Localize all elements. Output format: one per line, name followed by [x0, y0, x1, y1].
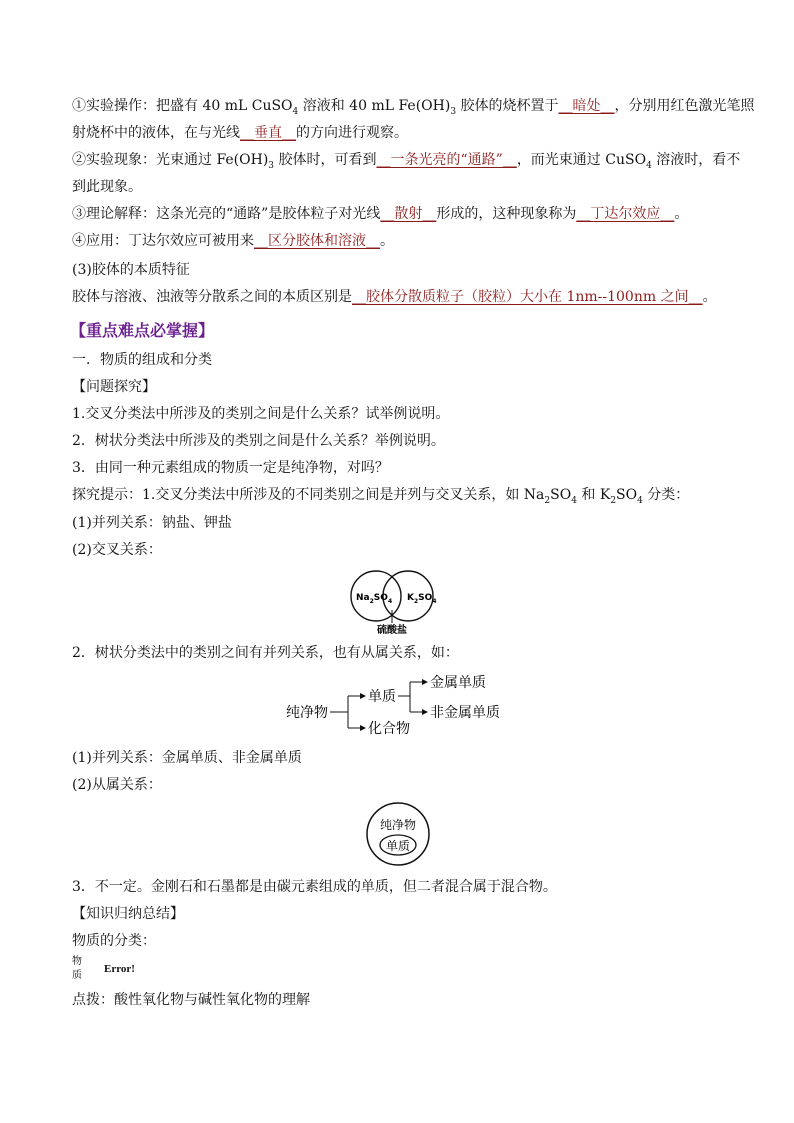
tree-leaf-nonmetal: 非金属单质 — [430, 705, 500, 721]
venn-diagram — [345, 568, 445, 636]
error-block — [72, 956, 152, 986]
step-2-line-2: 到此现象。 — [72, 179, 142, 195]
cross-relation-label: (2)交叉关系： — [72, 542, 162, 558]
subheading-colloid-feature: (3)胶体的本质特征 — [72, 262, 190, 278]
step-2-line-1: ②实验现象：光束通过 $Fe(OH)_3$ 胶体时，可看到__一条光亮的“通路”__，而光束通过 CuSO$_4$ 溶液时，看不 — [72, 152, 741, 171]
tree-diagram — [286, 670, 516, 740]
inner-label: 单质 — [385, 839, 411, 853]
answer-blank: __丁达尔效应__ — [576, 206, 675, 222]
question-explore-label: 【问题探究】 — [72, 379, 156, 395]
tree-branch-compound: 化合物 — [368, 721, 410, 737]
question-1: 1.交叉分类法中所涉及的类别之间是什么关系？试举例说明。 — [72, 406, 450, 422]
hint-1: 探究提示：1.交叉分类法中所涉及的不同类别之间是并列与交叉关系，如 $Na_2SO_4$ 和 $K_2SO_4$ 分类： — [72, 487, 690, 506]
answer-blank: __一条光亮的“通路”__ — [376, 152, 517, 168]
question-3: 3．由同一种元素组成的物质一定是纯净物，对吗？ — [72, 460, 389, 476]
outer-label: 纯净物 — [379, 818, 417, 832]
classification-label: 物质的分类： — [72, 933, 156, 949]
subordinate-relation-label: (2)从属关系： — [72, 777, 162, 793]
answer-blank: __胶体分散质粒子（胶粒）大小在 1nm--100nm 之间__ — [352, 289, 703, 305]
step-1-line-1: ①实验操作：把盛有 40 mL CuSO$_4$ 溶液和 40 mL $Fe(OH)_3$ 胶体的烧杯置于__暗处__，分别用红色激光笔照 — [72, 98, 755, 117]
tip-line: 点拨：酸性氧化物与碱性氧化物的理解 — [72, 992, 310, 1008]
svg-text:K2SO4: $K_2SO_4$ — [407, 593, 437, 605]
answer-3: 3．不一定。金刚石和石墨都是由碳元素组成的单质，但二者混合属于混合物。 — [72, 879, 557, 895]
topic-title: 一．物质的组成和分类 — [72, 352, 212, 368]
nested-circle-diagram — [364, 800, 434, 868]
parallel-relation-2: (1)并列关系：金属单质、非金属单质 — [72, 750, 302, 766]
outer-circle — [367, 803, 429, 865]
error-char-2: 质 — [72, 970, 82, 981]
tree-relation-intro: 2．树状分类法中的类别之间有并列关系，也有从属关系，如： — [72, 645, 459, 661]
error-char-1: 物 — [72, 956, 82, 967]
section-heading: 【重点难点必掌握】 — [70, 321, 215, 340]
step-4-line: ④应用：丁达尔效应可被用来__区分胶体和溶液__。 — [72, 233, 394, 249]
venn-caption: 硫酸盐 — [377, 625, 407, 636]
tree-root: 纯净物 — [286, 705, 328, 721]
parallel-relation-1: (1)并列关系：钠盐、钾盐 — [72, 515, 232, 531]
question-2: 2．树状分类法中所涉及的类别之间是什么关系？举例说明。 — [72, 433, 445, 449]
answer-blank: __区分胶体和溶液__ — [254, 233, 380, 249]
step-1-line-2: 射烧杯中的液体，在与光线__垂直__的方向进行观察。 — [72, 125, 408, 141]
tree-leaf-metal: 金属单质 — [430, 675, 486, 691]
answer-blank: __暗处__ — [558, 98, 615, 114]
step-3-line: ③理论解释：这条光亮的“通路”是胶体粒子对光线__散射__形成的，这种现象称为__丁达尔效应__。 — [72, 206, 689, 222]
error-message: Error! — [104, 963, 135, 975]
answer-blank: __散射__ — [380, 206, 437, 222]
knowledge-summary-label: 【知识归纳总结】 — [72, 906, 184, 922]
tree-branch-element: 单质 — [368, 689, 396, 705]
svg-text:Na2SO4: $Na_2SO_4$ — [356, 593, 393, 605]
answer-blank: __垂直__ — [240, 125, 296, 141]
colloid-feature-line: 胶体与溶液、浊液等分散系之间的本质区别是__胶体分散质粒子（胶粒）大小在 1nm--100nm 之间__。 — [72, 289, 717, 305]
